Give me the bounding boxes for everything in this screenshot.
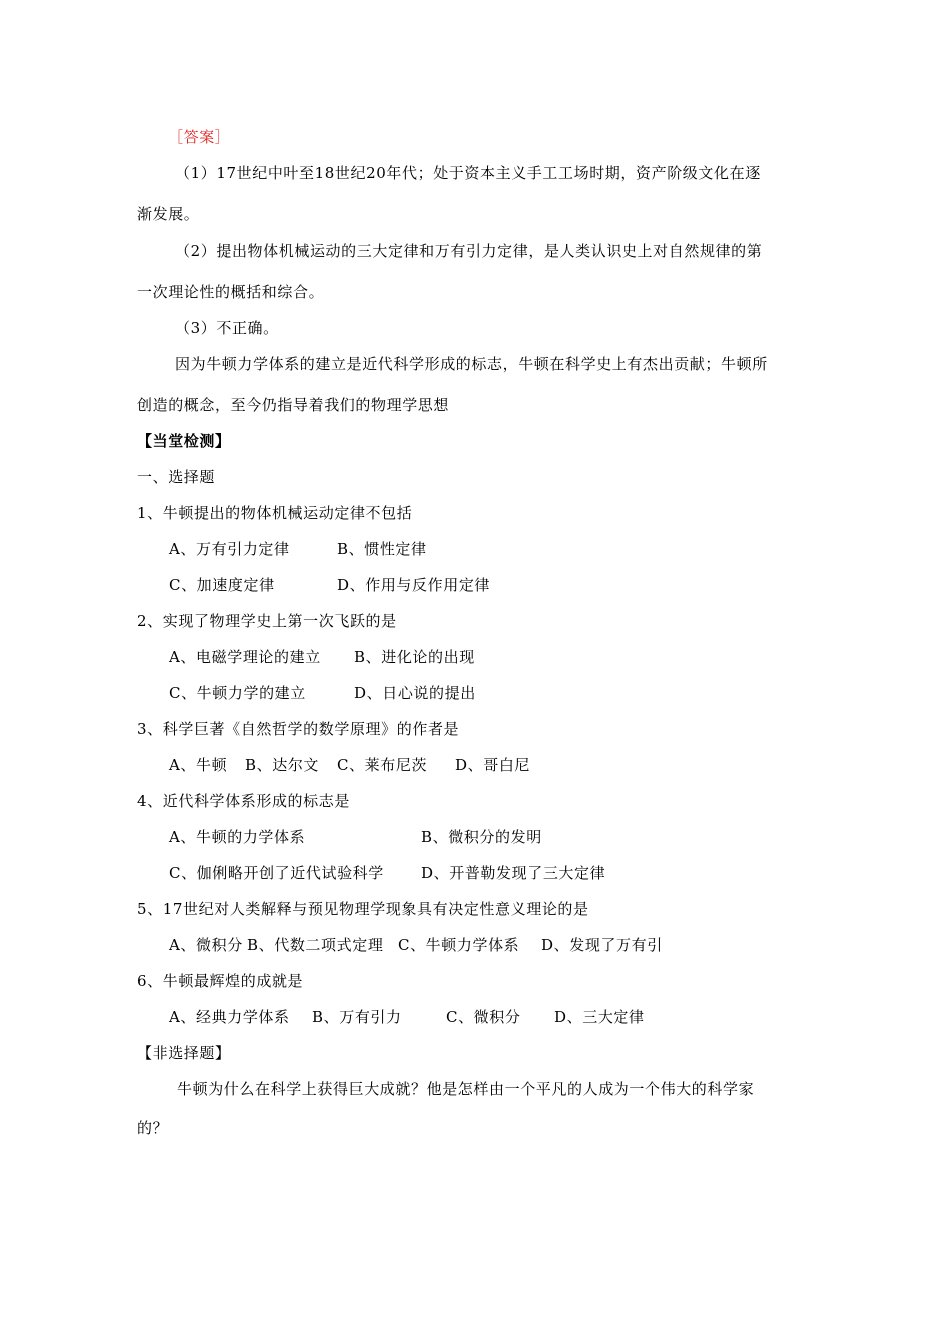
question-6-option-c: C、微积分: [446, 1008, 521, 1026]
question-1-option-b: B、惯性定律: [337, 540, 427, 558]
question-5-stem: 5、17世纪对人类解释与预见物理学现象具有决定性意义理论的是: [137, 900, 589, 918]
question-6-option-a: A、经典力学体系: [169, 1008, 290, 1026]
question-2-option-a: A、电磁学理论的建立: [169, 648, 321, 666]
question-3-stem: 3、科学巨著《自然哲学的数学原理》的作者是: [137, 720, 460, 738]
answer-heading: ［答案］: [168, 128, 231, 146]
question-2-stem: 2、实现了物理学史上第一次飞跃的是: [137, 612, 397, 630]
answer-p2-line2: 一次理论性的概括和综合。: [137, 283, 325, 301]
question-5-option-b: B、代数二项式定理: [247, 936, 384, 954]
question-5-option-c: C、牛顿力学体系: [398, 936, 520, 954]
question-6-option-d: D、三大定律: [554, 1008, 645, 1026]
question-2-option-b: B、进化论的出现: [354, 648, 475, 666]
question-6-option-b: B、万有引力: [312, 1008, 402, 1026]
question-1-stem: 1、牛顿提出的物体机械运动定律不包括: [137, 504, 413, 522]
question-2-option-c: C、牛顿力学的建立: [169, 684, 306, 702]
answer-p1-line2: 渐发展。: [137, 205, 200, 223]
section-choice-heading: 一、选择题: [137, 468, 216, 486]
answer-p1-line1: （1）17世纪中叶至18世纪20年代；处于资本主义手工工场时期，资产阶级文化在逐: [175, 164, 761, 182]
essay-question-line1: 牛顿为什么在科学上获得巨大成就？他是怎样由一个平凡的人成为一个伟大的科学家: [177, 1080, 755, 1098]
question-3-option-c: C、莱布尼茨: [337, 756, 428, 774]
question-2-option-d: D、日心说的提出: [354, 684, 476, 702]
question-4-option-d: D、开普勒发现了三大定律: [421, 864, 606, 882]
question-1-option-a: A、万有引力定律: [169, 540, 290, 558]
section-nonchoice-heading: 【非选择题】: [137, 1044, 231, 1062]
question-1-option-d: D、作用与反作用定律: [337, 576, 491, 594]
question-5-option-d: D、发现了万有引: [541, 936, 663, 954]
question-4-option-c: C、伽俐略开创了近代试验科学: [169, 864, 384, 882]
question-3-option-b: B、达尔文: [245, 756, 320, 774]
answer-p4-line2: 创造的概念，至今仍指导着我们的物理学思想: [137, 396, 450, 414]
question-5-option-a: A、微积分: [169, 936, 243, 954]
question-4-option-a: A、牛顿的力学体系: [169, 828, 306, 846]
question-1-option-c: C、加速度定律: [169, 576, 275, 594]
answer-p2-line1: （2）提出物体机械运动的三大定律和万有引力定律，是人类认识史上对自然规律的第: [175, 242, 763, 260]
question-4-stem: 4、近代科学体系形成的标志是: [137, 792, 350, 810]
question-4-option-b: B、微积分的发明: [421, 828, 542, 846]
essay-question-line2: 的？: [137, 1119, 169, 1137]
question-3-option-a: A、牛顿: [169, 756, 228, 774]
answer-p4-line1: 因为牛顿力学体系的建立是近代科学形成的标志，牛顿在科学史上有杰出贡献；牛顿所: [175, 355, 768, 373]
answer-p3: （3）不正确。: [175, 319, 279, 337]
test-heading: 【当堂检测】: [137, 432, 231, 450]
question-6-stem: 6、牛顿最辉煌的成就是: [137, 972, 304, 990]
question-3-option-d: D、哥白尼: [455, 756, 531, 774]
